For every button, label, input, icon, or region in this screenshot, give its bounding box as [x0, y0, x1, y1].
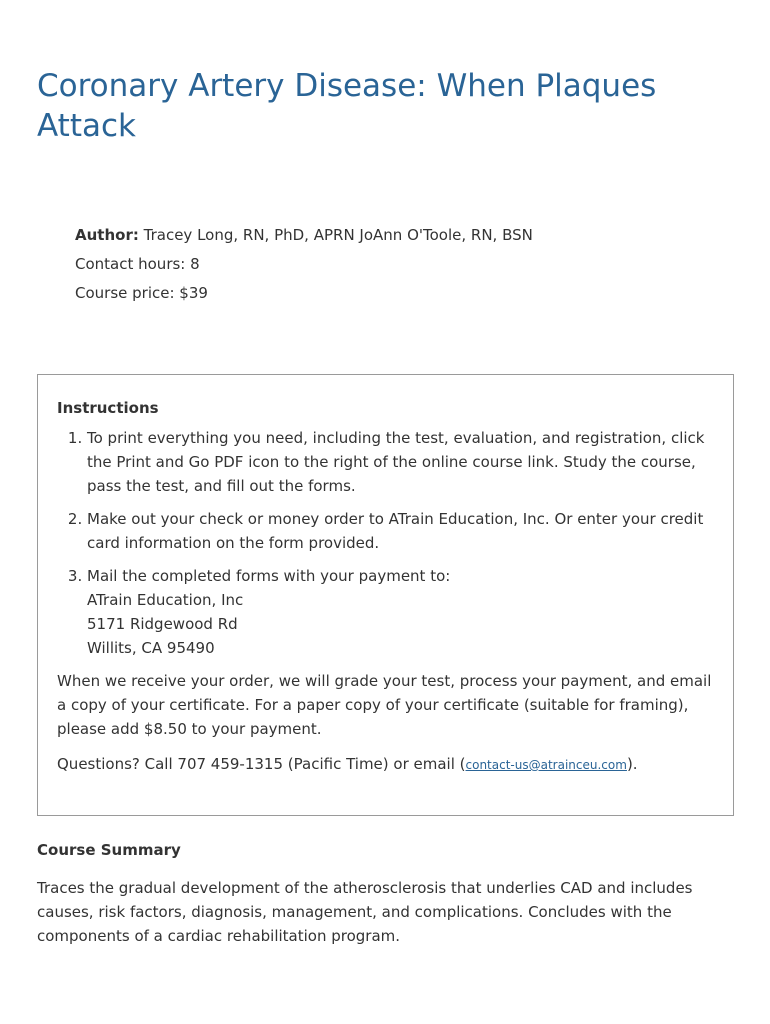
- page-title: Coronary Artery Disease: When Plaques Attack: [37, 68, 657, 144]
- instruction-step-3-text: Mail the completed forms with your payment to:: [87, 567, 451, 585]
- instructions-heading: Instructions: [57, 399, 159, 417]
- address-line-3: Willits, CA 95490: [87, 639, 215, 657]
- questions-line: [57, 752, 714, 777]
- instruction-step-3: [87, 564, 714, 660]
- contact-email-link[interactable]: contact-us@atrainceu.com: [465, 758, 627, 772]
- course-meta: [75, 221, 725, 308]
- contact-hours: Contact hours: 8: [75, 255, 200, 273]
- instruction-step-2: 2. Make out your check or money order to ATrain Education, Inc. Or enter your credit card information on the form provided.: [87, 507, 714, 555]
- receipt-note: When we receive your order, we will grade your test, process your payment, and email a copy of your certificate. For a paper copy of your certificate (suitable for framing), please add $8.50 to your payment.: [57, 672, 712, 738]
- course-summary-heading: Course Summary: [37, 841, 181, 859]
- instructions-box: [37, 374, 734, 816]
- address-line-2: 5171 Ridgewood Rd: [87, 615, 238, 633]
- author-line: [75, 221, 725, 250]
- author-value: Tracey Long, RN, PhD, APRN JoAnn O'Toole, RN, BSN: [143, 226, 533, 244]
- instructions-list: [57, 426, 714, 660]
- questions-prefix: Questions? Call 707 459-1315 (Pacific Time) or email (: [57, 755, 466, 773]
- questions-suffix: ).: [626, 755, 638, 773]
- author-label: Author:: [75, 226, 139, 244]
- instruction-step-1: 1. To print everything you need, including the test, evaluation, and registration, click the Print and Go PDF icon to the right of the online course link. Study the course, pass the test, and fill out the forms.: [87, 426, 714, 498]
- address-line-1: ATrain Education, Inc: [87, 591, 244, 609]
- course-price: Course price: $39: [75, 284, 208, 302]
- course-summary-text: Traces the gradual development of the atherosclerosis that underlies CAD and includes causes, risk factors, diagnosis, management, and complications. Concludes with the components of a cardiac rehabilitation program.: [37, 879, 693, 945]
